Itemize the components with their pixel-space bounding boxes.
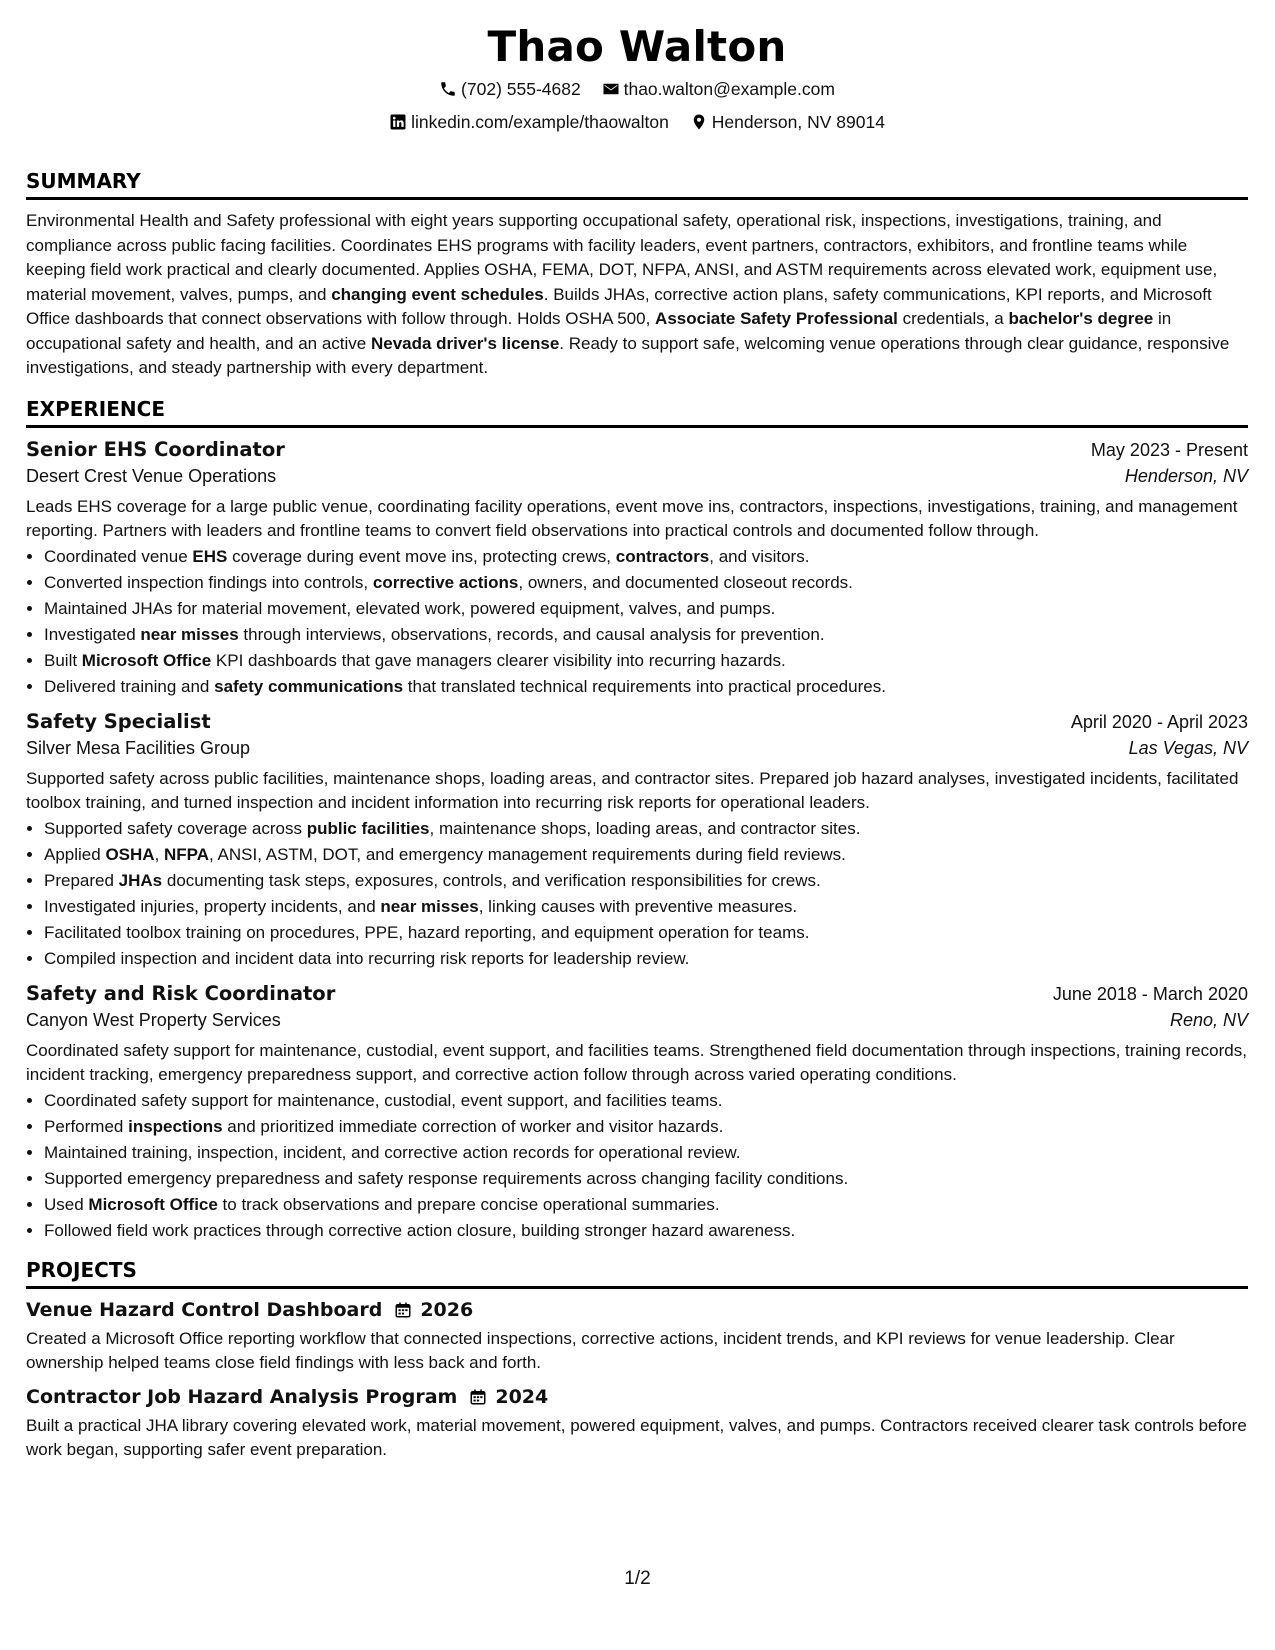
job-header-row [26,710,1248,733]
linkedin-text: linkedin.com/example/thaowalton [411,112,669,132]
bullet-item [44,868,1248,894]
bullet-item [44,674,1248,700]
bold-text: near misses [380,896,479,916]
bold-text: Associate Safety Professional [655,309,898,328]
project-description: Built a practical JHA library covering elevated work, material movement, powered equipment, valves, and pumps. Contractors received clearer task controls before work began, supporting safer event preparation. [26,1415,1247,1459]
project-entry [26,1386,1248,1463]
bullet-item [44,1192,1248,1218]
job-company-row [26,466,1248,487]
bold-text: near misses [140,624,239,644]
text-segment: . Ready to support safe, welcoming venue operations through clear guidance, responsive investigations, and steady partnership with every department. [26,333,1230,377]
bold-text: Microsoft Office [88,1194,218,1214]
location-contact [690,110,885,134]
job-description: Coordinated safety support for maintenance, custodial, event support, and facilities teams. Strengthened field documentation through inspections, training records, incident tracking, emergency preparedness support, and corrective action follow through across varied operating conditions. [26,1040,1247,1084]
bold-text: safety communications [214,676,404,696]
project-title: Contractor Job Hazard Analysis Program [26,1385,458,1408]
text-segment: , ANSI, ASTM, DOT, and emergency management requirements during field reviews. [209,844,846,864]
job-company-row [26,738,1248,759]
text-segment: Facilitated toolbox training on procedures, PPE, hazard reporting, and equipment operation for teams. [44,922,810,942]
text-segment: coverage during event move ins, protecting crews, [227,546,616,566]
map-pin-icon [690,113,708,131]
calendar-icon [457,1388,495,1406]
job-title: Safety and Risk Coordinator [26,981,336,1005]
company-name: Canyon West Property Services [26,1009,281,1030]
bullet-item [44,648,1248,674]
job-bullets [26,544,1248,700]
project-year: 2026 [420,1298,474,1321]
bullet-item [44,1114,1248,1140]
text-segment: Supported emergency preparedness and safety response requirements across changing facility conditions. [44,1168,849,1188]
bold-text: Nevada driver's license [370,333,560,353]
text-segment: Delivered training and [44,676,215,696]
bullet-item [44,842,1248,868]
text-segment: Prepared [44,870,119,890]
phone-icon [439,80,457,98]
job-dates: May 2023 - Present [1090,439,1248,460]
bullet-item [44,622,1248,648]
text-segment: Used [44,1194,89,1214]
job-dates: June 2018 - March 2020 [1052,983,1248,1004]
bullet-item [44,1140,1248,1166]
company-name: Desert Crest Venue Operations [26,465,277,486]
bullet-item [44,894,1248,920]
experience-list [26,438,1248,1244]
job-location: Reno, NV [1169,1009,1248,1030]
text-segment: , linking causes with preventive measures. [478,896,798,916]
text-segment: Coordinated safety support for maintenance, custodial, event support, and facilities teams. [44,1090,723,1110]
job-entry [26,982,1248,1244]
contact-row-1 [26,77,1248,104]
projects-heading: PROJECTS [26,1258,1248,1289]
job-dates: April 2020 - April 2023 [1070,711,1248,732]
text-segment: Maintained JHAs for material movement, elevated work, powered equipment, valves, and pumps. [44,598,776,618]
job-location: Henderson, NV [1124,465,1248,486]
experience-heading: EXPERIENCE [26,397,1248,428]
job-company-row [26,1010,1248,1031]
bold-text: contractors [615,546,710,566]
text-segment: documenting task steps, exposures, controls, and verification responsibilities for crews. [162,870,821,890]
project-title-row [26,1386,1248,1408]
project-year: 2024 [495,1385,549,1408]
text-segment: in occupational safety and health, and an active [26,309,1172,353]
job-header-row [26,982,1248,1005]
contact-row-2 [26,110,1248,137]
bullet-item [44,816,1248,842]
bullet-item [44,920,1248,946]
phone-text: (702) 555-4682 [461,79,581,99]
bold-text: NFPA [164,844,210,864]
text-segment: and prioritized immediate correction of worker and visitor hazards. [222,1116,724,1136]
bold-text: OSHA [105,844,155,864]
text-segment: . Builds JHAs, corrective action plans, safety communications, KPI reports, and Microsoft Office dashboards that connect observations with follow through. Holds OSHA 500, [26,284,1212,328]
calendar-icon [382,1301,420,1319]
summary-heading: SUMMARY [26,169,1248,200]
text-segment: Followed field work practices through corrective action closure, building stronger hazard awareness. [44,1220,796,1240]
bold-text: public facilities [306,818,430,838]
bold-text: corrective actions [372,572,519,592]
location-text: Henderson, NV 89014 [711,112,885,132]
project-entry [26,1299,1248,1376]
text-segment: Supported safety coverage across [44,818,307,838]
job-entry [26,438,1248,700]
text-segment: Maintained training, inspection, incident, and corrective action records for operational review. [44,1142,741,1162]
text-segment: Coordinated venue [44,546,193,566]
job-bullets [26,816,1248,972]
bullet-item [44,544,1248,570]
job-description: Leads EHS coverage for a large public venue, coordinating facility operations, event move ins, contractors, inspections, investigations, training, and management reporting. Partners with leaders and frontline teams to convert field observations into practical controls and documented follow through. [26,496,1238,540]
text-segment: Compiled inspection and incident data into recurring risk reports for leadership review. [44,948,690,968]
job-header-row [26,438,1248,461]
bold-text: bachelor's degree [1008,309,1154,328]
bullet-item [44,1218,1248,1244]
text-segment: Investigated injuries, property incidents, and [44,896,381,916]
project-title: Venue Hazard Control Dashboard [26,1298,383,1321]
job-title: Safety Specialist [26,709,211,733]
text-segment: to track observations and prepare concise operational summaries. [217,1194,720,1214]
text-segment: , and visitors. [709,546,810,566]
text-segment: through interviews, observations, records, and causal analysis for prevention. [238,624,825,644]
text-segment: Converted inspection findings into controls, [44,572,373,592]
job-bullets [26,1088,1248,1244]
candidate-name: Thao Walton [487,22,787,71]
job-title: Senior EHS Coordinator [26,437,285,461]
linkedin-icon [389,113,407,131]
linkedin-contact[interactable] [389,110,669,134]
bullet-item [44,1166,1248,1192]
page-number: 1/2 [624,1568,651,1589]
text-segment: Performed [44,1116,129,1136]
text-segment: Applied [44,844,106,864]
bullet-item [44,570,1248,596]
job-description: Supported safety across public facilities, maintenance shops, loading areas, and contractor sites. Prepared job hazard analyses, investigated incidents, facilitated toolbox training, and turned inspection and incident information into recurring risk reports for operational leaders. [26,768,1239,812]
phone-contact [439,77,581,101]
job-location: Las Vegas, NV [1128,737,1248,758]
bullet-item [44,1088,1248,1114]
bold-text: inspections [128,1116,223,1136]
summary-paragraph [26,209,1248,381]
project-description: Created a Microsoft Office reporting workflow that connected inspections, corrective actions, incident trends, and KPI reviews for venue leadership. Clear ownership helped teams close field findings with less back and forth. [26,1328,1175,1372]
envelope-icon [602,80,620,98]
bold-text: changing event schedules [331,284,544,304]
text-segment: credentials, a [897,309,1009,328]
resume-page [26,0,1248,1463]
text-segment: that translated technical requirements into practical procedures. [403,676,886,696]
bullet-item [44,596,1248,622]
text-segment: Built [44,650,82,670]
bold-text: EHS [192,546,228,566]
job-entry [26,710,1248,972]
text-segment: KPI dashboards that gave managers clearer visibility into recurring hazards. [211,650,786,670]
text-segment: , maintenance shops, loading areas, and contractor sites. [429,818,861,838]
bold-text: JHAs [118,870,163,890]
text-segment: Investigated [44,624,141,644]
bold-text: Microsoft Office [81,650,212,670]
text-segment: , owners, and documented closeout records. [518,572,853,592]
project-title-row [26,1299,1248,1321]
text-segment: Environmental Health and Safety professional with eight years supporting occupational safety, operational risk, inspections, investigations, training, and compliance across public facing facilities. Coordinates EHS programs with facility leaders, event partners, contractors, exhibitors, and frontline teams while keeping field work practical and clearly documented. Applies OSHA, FEMA, DOT, NFPA, ANSI, and ASTM requirements across elevated work, equipment use, material movement, valves, pumps, and [26,211,1218,304]
email-contact[interactable] [602,77,835,101]
company-name: Silver Mesa Facilities Group [26,737,251,758]
text-segment: , [154,844,165,864]
email-text: thao.walton@example.com [623,79,835,99]
projects-list [26,1299,1248,1463]
bullet-item [44,946,1248,972]
